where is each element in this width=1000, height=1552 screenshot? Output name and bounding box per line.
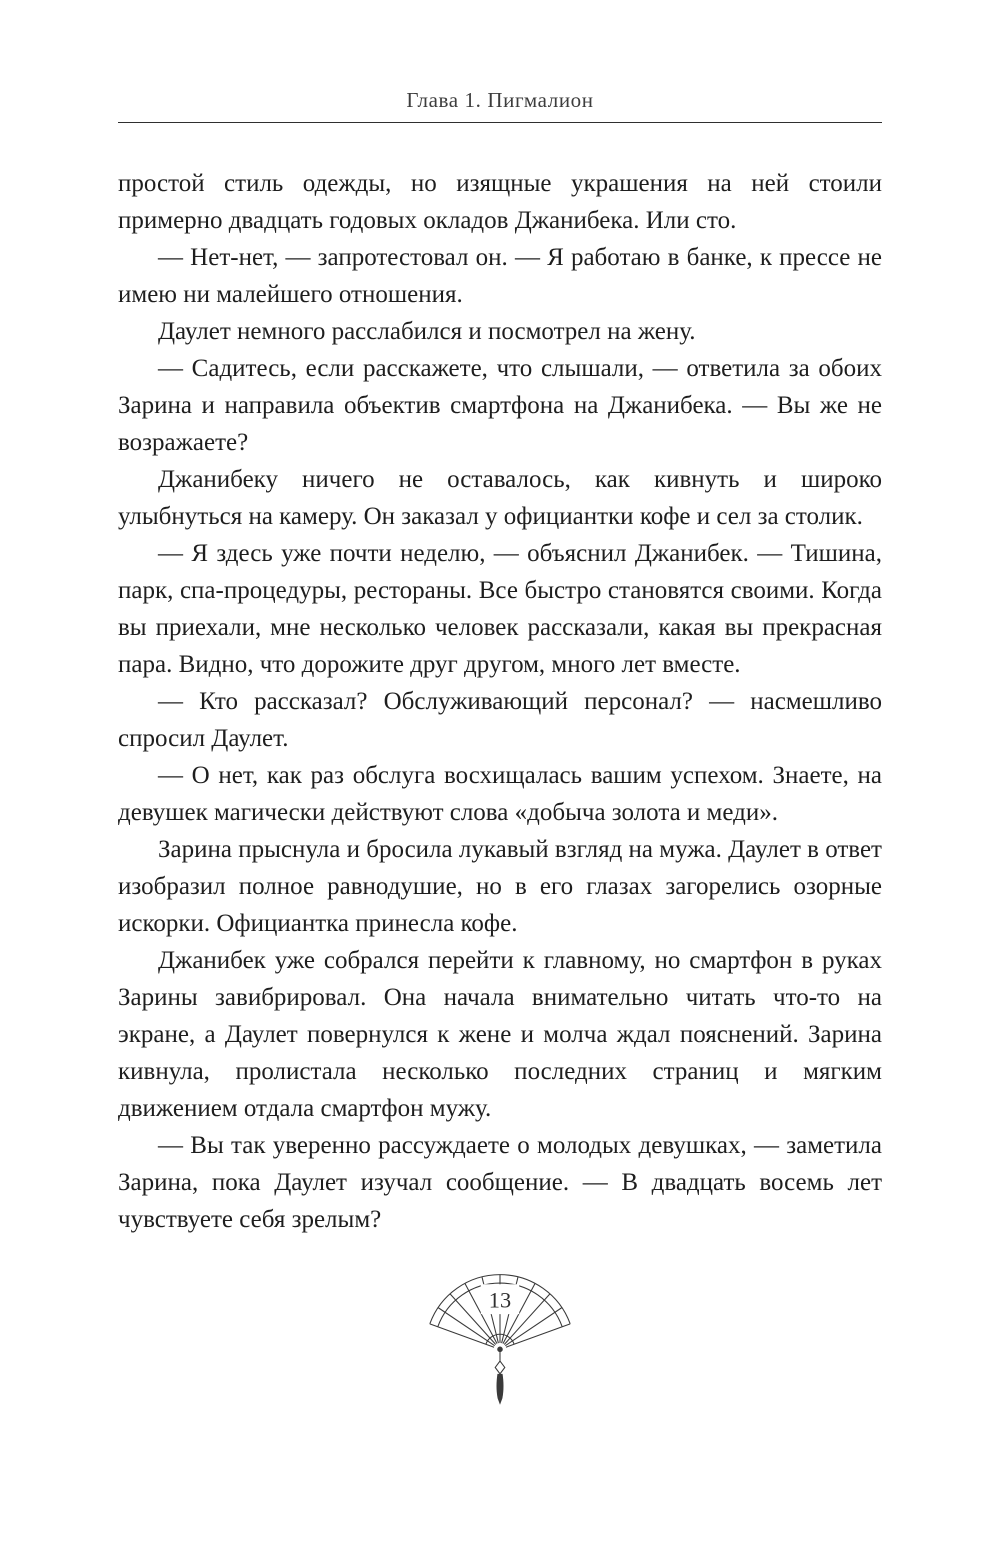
paragraph: Джанибеку ничего не оставалось, как кивнуть и широко улыбнуться на камеру. Он заказал у официантки кофе и сел за столик.: [118, 466, 882, 530]
paragraph: — Нет-нет, — запротестовал он. — Я работаю в банке, к прессе не имею ни малейшего отношения.: [118, 244, 882, 308]
paragraph: Зарина прыснула и бросила лукавый взгляд на мужа. Даулет в ответ изобразил полное равнодушие, но в его глазах загорелись озорные искорки. Официантка принесла кофе.: [118, 836, 882, 937]
fan-tassel: [495, 1352, 505, 1405]
header-rule: [118, 122, 882, 123]
paragraph: Джанибек уже собрался перейти к главному, но смартфон в руках Зарины завибрировал. Она начала внимательно читать что-то на экране, а Даулет повернулся к жене и молча ждал пояснений. Зарина кивнула, пролистала несколько последних страниц и мягким движением отдала смартфон мужу.: [118, 947, 882, 1122]
page-footer: [118, 1248, 882, 1408]
paragraph: — Вы так уверенно рассуждаете о молодых девушках, — заметила Зарина, пока Даулет изучал сообщение. — В двадцать восемь лет чувствуете себя зрелым?: [118, 1132, 882, 1233]
fan-pivot: [497, 1347, 503, 1353]
paragraph: Даулет немного расслабился и посмотрел на жену.: [158, 318, 696, 345]
paragraph: — О нет, как раз обслуга восхищалась вашим успехом. Знаете, на девушек магически действуют слова «добыча золота и меди».: [118, 762, 882, 826]
paragraph: — Кто рассказал? Обслуживающий персонал? — насмешливо спросил Даулет.: [118, 688, 882, 752]
page-number: 13: [488, 1287, 512, 1313]
paragraph: — Я здесь уже почти неделю, — объяснил Джанибек. — Тишина, парк, спа-процедуры, рестораны. Все быстро становятся своими. Когда вы приехали, мне несколько человек рассказали, какая вы прекрасная пара. Видно, что дорожите друг другом, много лет вместе.: [118, 540, 882, 678]
paragraph: — Садитесь, если расскажете, что слышали, — ответила за обоих Зарина и направила объектив смартфона на Джанибека. — Вы же не возражаете?: [118, 355, 882, 456]
fan-ornament: [412, 1248, 588, 1408]
paragraph: простой стиль одежды, но изящные украшения на ней стоили примерно двадцать годовых окладов Джанибека. Или сто.: [118, 170, 882, 234]
body-text: [118, 165, 882, 1238]
chapter-running-title: Глава 1. Пигмалион: [406, 88, 594, 112]
running-header: [118, 88, 882, 123]
